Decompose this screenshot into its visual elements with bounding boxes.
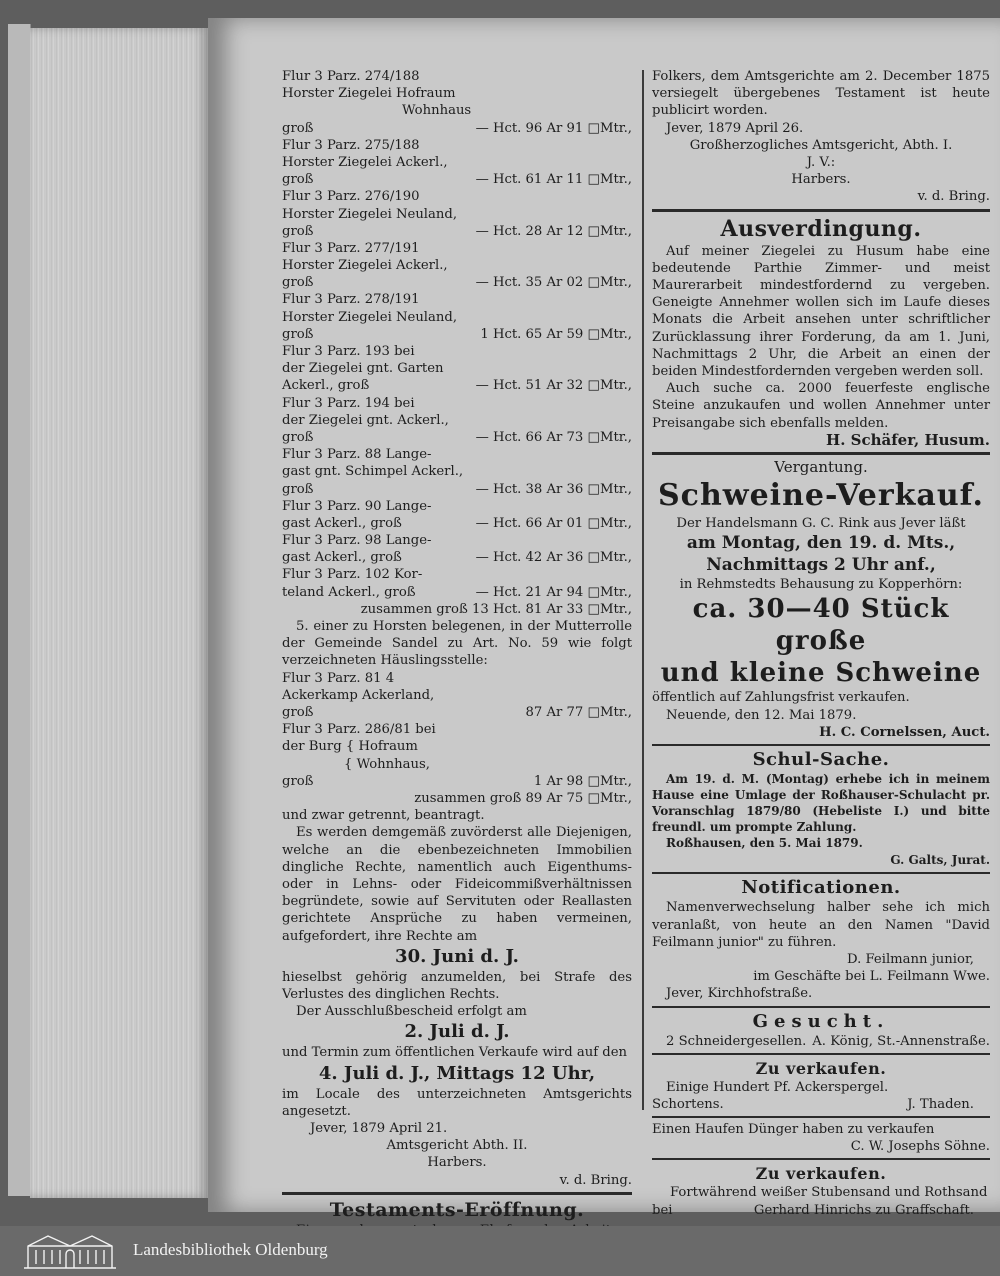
ad-verkaufen2-line2 (652, 1202, 990, 1219)
library-footer (0, 1226, 1000, 1276)
section-rule (652, 1116, 990, 1118)
body-text: Jever, 1879 April 26. (666, 120, 804, 136)
parcel-81-line1 (282, 670, 632, 687)
ad-signature: G. Galts, Jurat. (890, 853, 990, 868)
parcel-area-row (282, 223, 632, 240)
body-text: und zwar getrennt, beantragt. (282, 808, 485, 824)
section-rule (652, 744, 990, 746)
area-value: 1 Hct. 65 Ar 59 □Mtr., (480, 326, 632, 342)
body-text: Jever, Kirchhofstraße. (666, 986, 813, 1002)
notice-text-2: hieselbst gehörig anzumelden, bei Strafe des Verlustes des dinglichen Rechts. (282, 969, 632, 1002)
cont-clerk-row (652, 188, 990, 205)
right-column (652, 68, 990, 1219)
cont-court: Großherzogliches Amtsgericht, Abth. I. (689, 137, 953, 153)
parcel-286-area (282, 773, 632, 790)
parcel-text: Flur 3 Parz. 194 bei (282, 395, 415, 411)
parcel-text: Flur 3 Parz. 88 Lange- (282, 447, 432, 463)
parcel-list (282, 68, 632, 601)
parcel-area-row (282, 515, 632, 532)
ad-schulsache-sign-row (652, 852, 990, 869)
ad-verkaufen2-text (652, 1184, 990, 1201)
ad-ausverdingung-sign-row (652, 432, 990, 449)
parcel-line (282, 377, 632, 394)
cont-date (652, 120, 990, 137)
ad-signature: Gerhard Hinrichs zu Graffschaft. (753, 1202, 974, 1218)
area-value: 87 Ar 77 □Mtr., (525, 704, 632, 720)
page-block (30, 28, 208, 1198)
book-edge (8, 24, 31, 1196)
parcel-text: Wohnhaus (402, 103, 472, 119)
ad-notification-s3 (652, 985, 990, 1002)
parcel-text: Flur 3 Parz. 81 4 (282, 670, 395, 686)
notice-text-5: im Locale des unterzeichneten Amtsgerichts angesetzt. (282, 1086, 632, 1119)
parcel-line (282, 395, 632, 412)
parcel-line (282, 154, 632, 171)
area-value: — Hct. 66 Ar 73 □Mtr., (475, 429, 632, 445)
parcel-line (282, 498, 632, 515)
body-text: bei (652, 1202, 673, 1218)
library-building-logo (22, 1232, 118, 1270)
area-label: groß (282, 326, 314, 342)
parcel-area-row (282, 584, 632, 601)
parcel-text: Flur 3 Parz. 276/190 (282, 189, 420, 205)
area-label: gast Ackerl., groß (282, 515, 402, 531)
parcel-text: gast gnt. Schimpel Ackerl., (282, 464, 464, 480)
ad-signature: D. Feilmann junior, (847, 951, 974, 967)
parcel-text: Flur 3 Parz. 275/188 (282, 137, 420, 153)
area-value: — Hct. 61 Ar 11 □Mtr., (475, 172, 632, 188)
parcel-area-row (282, 429, 632, 446)
parcel-line (282, 188, 632, 205)
item-5: 5. einer zu Horsten belegenen, in der Mutterrolle der Gemeinde Sandel zu Art. No. 59 wie folgt verzeichneten Häuslingsstelle: (282, 619, 632, 669)
parcel-text: der Burg { Hofraum (282, 739, 418, 755)
column-divider (642, 70, 644, 1110)
ad-verkaufen-text (652, 1079, 990, 1096)
parcel-line (282, 206, 632, 223)
ad-ausverdingung-heading: Ausverdingung. (720, 215, 922, 242)
total-value: zusammen groß 89 Ar 75 □Mtr., (414, 790, 632, 806)
parcel-area-row (282, 171, 632, 188)
ad-schulsache-text: Am 19. d. M. (Montag) erhebe ich in meinem Hause eine Umlage der Roßhauser-Schulacht pr. Voranschlag 1879/80 (Hebeliste I.) und bitte freundl. um prompte Zahlung. (652, 771, 990, 834)
ad-schweine-line2: am Montag, den 19. d. Mts., (686, 533, 956, 554)
parcel-area-row (282, 549, 632, 566)
area-value: — Hct. 96 Ar 91 □Mtr., (475, 120, 632, 136)
area-label: groß (282, 704, 314, 720)
ad-gesucht-row (652, 1033, 990, 1050)
parcel-286-line3 (282, 756, 632, 773)
total-row-2 (282, 790, 632, 807)
parcel-line (282, 463, 632, 480)
notice-text-3: Der Ausschlußbescheid erfolgt am (296, 1004, 527, 1020)
ad-notification-heading: Notificationen. (741, 877, 901, 899)
ad-schweine-line1: Der Handelsmann G. C. Rink aus Jever läßt (676, 516, 966, 532)
ad-signature: H. Schäfer, Husum. (826, 430, 990, 449)
parcel-line (282, 360, 632, 377)
area-label: gast Ackerl., groß (282, 550, 402, 566)
parcel-line (282, 68, 632, 85)
ad-verkaufen-sign-row (652, 1096, 990, 1113)
parcel-text: Flur 3 Parz. 98 Lange- (282, 533, 432, 549)
parcel-text: Horster Ziegelei Ackerl., (282, 154, 448, 170)
left-column (282, 68, 632, 1273)
court-name: Amtsgericht Abth. II. (386, 1138, 528, 1154)
area-label: groß (282, 773, 314, 789)
area-label: groß (282, 275, 314, 291)
ad-signature: A. König, St.-Annenstraße. (812, 1033, 990, 1049)
ad-gesucht-heading: Gesucht. (752, 1010, 890, 1032)
parcel-line (282, 446, 632, 463)
ad-verkaufen-heading: Zu verkaufen. (755, 1058, 887, 1078)
parcel-text: { Wohnhaus, (344, 756, 430, 772)
library-name: Landesbibliothek Oldenburg (133, 1240, 328, 1259)
parcel-line (282, 412, 632, 429)
area-value: — Hct. 28 Ar 12 □Mtr., (475, 223, 632, 239)
clerk-row (282, 1172, 632, 1189)
place-date (282, 1120, 632, 1137)
date-july-2: 2. Juli d. J. (404, 1021, 510, 1043)
date-june: 30. Juni d. J. (395, 945, 519, 967)
ad-vergantung-kicker: Vergantung. (774, 458, 868, 477)
parcel-line (282, 566, 632, 583)
parcel-text: Horster Ziegelei Hofraum (282, 86, 456, 102)
notice-text: Es werden demgemäß zuvörderst alle Diejenigen, welche an die ebenbezeichneten Immobilien dingliche Rechte, namentlich auch Eigenthums- oder in Lehns- oder Fideicommißverhältnissen begründete, sowie auf Servituten oder Reallasten gerichtete Ansprüche zu haben vermeinen, aufgefordert, ihre Rechte am (282, 825, 632, 944)
ad-schulsache-heading: Schul-Sache. (752, 748, 890, 770)
parcel-text: Flur 3 Parz. 90 Lange- (282, 498, 432, 514)
parcel-area-row (282, 120, 632, 137)
testament-heading: Testaments-Eröffnung. (329, 1198, 585, 1221)
body-text: Einige Hundert Pf. Ackerspergel. (666, 1079, 889, 1095)
parcel-line (282, 137, 632, 154)
parcel-line (282, 102, 632, 119)
area-label: groß (282, 481, 314, 497)
ad-ausverdingung-text: Auf meiner Ziegelei zu Husum habe eine bedeutende Parthie Zimmer- und meist Maurerarbeit mindestfordernd zu vergeben. Geneigte Annehmer wollen sich im Laufe dieses Monats die Arbeit ansehen unter schriftlicher Zurücklassung ihrer Forderung, da am 1. Juni, Nachmittags 2 Uhr, die Arbeit an einen der beiden Mindestfordernden vergeben werden soll. (652, 243, 990, 380)
section-rule (652, 209, 990, 212)
parcel-line (282, 257, 632, 274)
parcel-line (282, 343, 632, 360)
ad-signature: H. C. Cornelssen, Auct. (819, 724, 990, 740)
ad-schweine-heading: Schweine-Verkauf. (658, 478, 984, 514)
ad-notification-s1 (652, 951, 990, 968)
section-rule (652, 1053, 990, 1055)
ad-schweine-line3: Nachmittags 2 Uhr anf., (706, 555, 936, 576)
section-rule (652, 1006, 990, 1008)
ad-schulsache-date (652, 835, 990, 852)
body-text: Neuende, den 12. Mai 1879. (666, 707, 857, 723)
parcel-text: Horster Ziegelei Neuland, (282, 309, 458, 325)
notice-text-4: und Termin zum öffentlichen Verkaufe wird auf den (282, 1045, 628, 1061)
section-rule (652, 872, 990, 874)
date-july-4: 4. Juli d. J., Mittags 12 Uhr, (318, 1062, 596, 1084)
parcel-line (282, 291, 632, 308)
body-text: 2 Schneidergesellen. (666, 1033, 807, 1049)
ad-schweine-sign-row (652, 724, 990, 741)
body-text: Einen Haufen Dünger haben zu verkaufen (652, 1122, 935, 1138)
parcel-text: Horster Ziegelei Ackerl., (282, 258, 448, 274)
clerk-name: v. d. Bring. (917, 189, 990, 205)
body-text: Schortens. (652, 1096, 724, 1112)
parcel-text: Flur 3 Parz. 193 bei (282, 344, 415, 359)
parcel-text: Ackerl., groß (282, 378, 370, 394)
signer-name: Harbers. (427, 1155, 487, 1171)
area-value: — Hct. 21 Ar 94 □Mtr., (475, 584, 632, 600)
area-label: groß (282, 223, 314, 239)
parcel-81-area (282, 704, 632, 721)
ad-notification-text: Namenverwechselung halber sehe ich mich veranlaßt, von heute an den Namen "David Feilmann junior" zu führen. (652, 900, 990, 950)
area-label: teland Ackerl., groß (282, 584, 416, 600)
ad-ausverdingung-text-2: Auch suche ca. 2000 feuerfeste englische Steine anzukaufen und wollen Annehmer unter Preisangabe sich ebenfalls melden. (652, 381, 990, 431)
ad-signature: C. W. Josephs Söhne. (850, 1139, 990, 1155)
ad-schweine-big2: und kleine Schweine (660, 658, 982, 689)
parcel-text: Flur 3 Parz. 277/191 (282, 240, 420, 256)
clerk-name: v. d. Bring. (559, 1172, 632, 1188)
ad-notification-s2 (652, 968, 990, 985)
parcel-286-line2 (282, 738, 632, 755)
body-text: Fortwährend weißer Stubensand und Rothsand (670, 1185, 988, 1201)
section-rule (652, 1158, 990, 1160)
parcel-text: Flur 3 Parz. 274/188 (282, 69, 420, 84)
total-tail (282, 807, 632, 824)
parcel-text: der Ziegelei gnt. Garten (282, 361, 444, 377)
parcel-line (282, 85, 632, 102)
parcel-text: der Ziegelei gnt. Ackerl., (282, 412, 449, 428)
ad-schweine-date (652, 707, 990, 724)
ad-schweine-big1: ca. 30—40 Stück große (692, 594, 950, 657)
total-row (282, 601, 632, 618)
body-text: Roßhausen, den 5. Mai 1879. (666, 835, 863, 850)
parcel-line (282, 532, 632, 549)
parcel-text: Flur 3 Parz. 102 Kor- (282, 567, 423, 583)
area-value: — Hct. 38 Ar 36 □Mtr., (475, 481, 632, 497)
body-text: öffentlich auf Zahlungsfrist verkaufen. (652, 690, 910, 706)
parcel-text: Ackerkamp Ackerland, (282, 687, 435, 703)
area-value: — Hct. 66 Ar 01 □Mtr., (475, 515, 632, 531)
ad-duenger-sign-row (652, 1138, 990, 1155)
parcel-text: Flur 3 Parz. 286/81 bei (282, 722, 436, 738)
ad-signature: J. Thaden. (907, 1096, 974, 1112)
section-rule (282, 1192, 632, 1195)
area-value: — Hct. 35 Ar 02 □Mtr., (475, 275, 632, 291)
area-label: groß (282, 172, 314, 188)
parcel-81-line2 (282, 687, 632, 704)
parcel-area-row (282, 326, 632, 343)
parcel-line (282, 309, 632, 326)
area-value: — Hct. 51 Ar 32 □Mtr., (475, 378, 632, 394)
ad-duenger-text (652, 1121, 990, 1138)
parcel-area-row (282, 274, 632, 291)
parcel-line (282, 240, 632, 257)
area-label: groß (282, 429, 314, 445)
testament-continuation: Folkers, dem Amtsgerichte am 2. December 1875 versiegelt übergebenes Testament ist heute publicirt worden. (652, 69, 990, 119)
area-value: 1 Ar 98 □Mtr., (533, 773, 632, 789)
parcel-text: Horster Ziegelei Neuland, (282, 206, 458, 222)
area-value: — Hct. 42 Ar 36 □Mtr., (475, 550, 632, 566)
parcel-text: Flur 3 Parz. 278/191 (282, 292, 420, 308)
section-rule (652, 452, 990, 455)
area-label: groß (282, 120, 314, 136)
cont-signer: Harbers. (791, 172, 851, 188)
parcel-286-line1 (282, 721, 632, 738)
parcel-area-row (282, 481, 632, 498)
ad-schweine-line4: in Rehmstedts Behausung zu Kopperhörn: (679, 577, 963, 593)
ad-verkaufen2-heading: Zu verkaufen. (755, 1164, 887, 1184)
body-text: Jever, 1879 April 21. (310, 1120, 448, 1136)
ad-signature: im Geschäfte bei L. Feilmann Wwe. (753, 969, 990, 985)
ad-schweine-line5 (652, 689, 990, 706)
cont-iv: J. V.: (806, 155, 836, 170)
total-value: zusammen groß 13 Hct. 81 Ar 33 □Mtr., (360, 601, 632, 617)
